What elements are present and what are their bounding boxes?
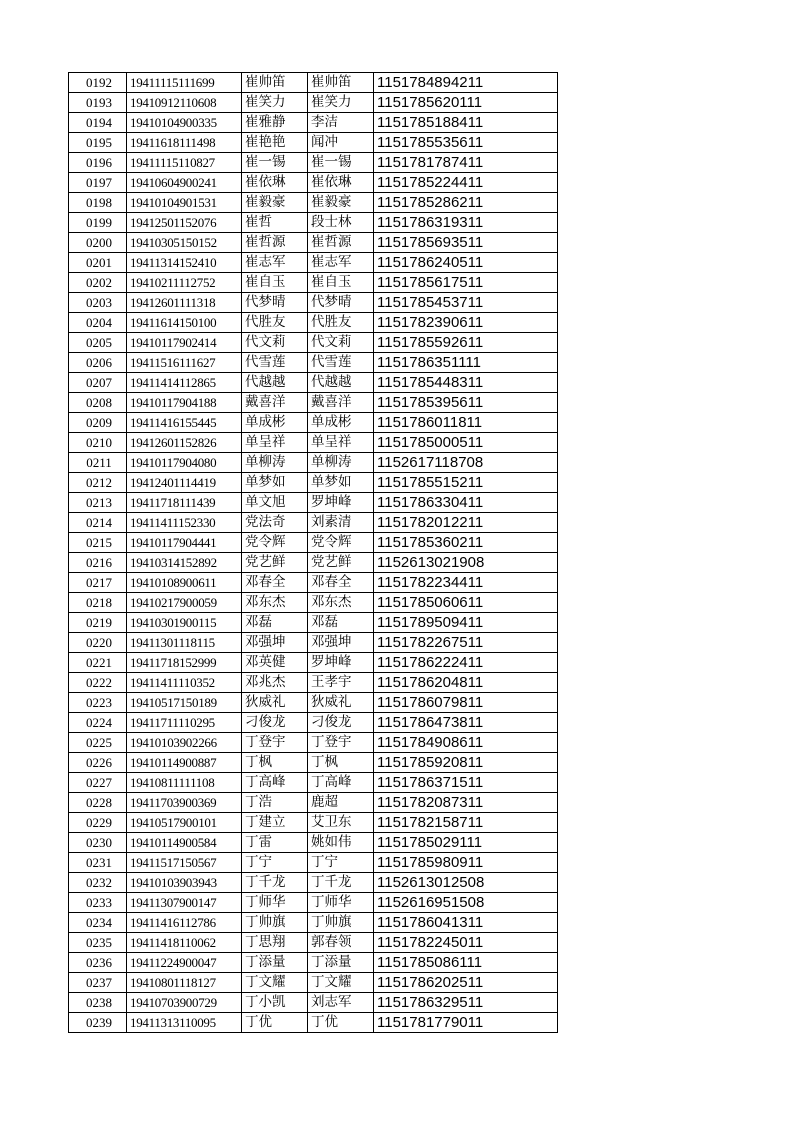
account-number-cell: 1151785592611 (374, 333, 558, 353)
account-holder-cell: 党艺鲜 (308, 553, 374, 573)
account-holder-cell: 丁优 (308, 1013, 374, 1033)
person-name-cell: 丁添量 (242, 953, 308, 973)
account-holder-cell: 崔毅豪 (308, 193, 374, 213)
account-number-cell: 1151786351111 (374, 353, 558, 373)
sequence-number-cell: 0221 (69, 653, 127, 673)
table-row (69, 573, 558, 593)
sequence-number-cell: 0236 (69, 953, 127, 973)
person-name-cell: 代越越 (242, 373, 308, 393)
table-row (69, 593, 558, 613)
table-row (69, 333, 558, 353)
id-number-cell: 19411414112865 (127, 373, 242, 393)
account-number-cell: 1152613012508 (374, 873, 558, 893)
person-name-cell: 丁建立 (242, 813, 308, 833)
id-number-cell: 19410117904188 (127, 393, 242, 413)
person-name-cell: 丁登宇 (242, 733, 308, 753)
sequence-number-cell: 0192 (69, 73, 127, 93)
account-holder-cell: 刁俊龙 (308, 713, 374, 733)
table-row (69, 413, 558, 433)
id-number-cell: 19411115111699 (127, 73, 242, 93)
id-number-cell: 19412601152826 (127, 433, 242, 453)
account-holder-cell: 李洁 (308, 113, 374, 133)
account-holder-cell: 刘志军 (308, 993, 374, 1013)
sequence-number-cell: 0207 (69, 373, 127, 393)
person-name-cell: 崔一锡 (242, 153, 308, 173)
sequence-number-cell: 0193 (69, 93, 127, 113)
account-holder-cell: 邓东杰 (308, 593, 374, 613)
id-number-cell: 19410117902414 (127, 333, 242, 353)
table-row (69, 473, 558, 493)
id-number-cell: 19410103902266 (127, 733, 242, 753)
table-row (69, 253, 558, 273)
account-number-cell: 1151782390611 (374, 313, 558, 333)
account-number-cell: 1151785448311 (374, 373, 558, 393)
table-row (69, 673, 558, 693)
person-name-cell: 丁文耀 (242, 973, 308, 993)
account-holder-cell: 段士林 (308, 213, 374, 233)
sequence-number-cell: 0198 (69, 193, 127, 213)
sequence-number-cell: 0237 (69, 973, 127, 993)
id-number-cell: 19411301118115 (127, 633, 242, 653)
account-number-cell: 1151785395611 (374, 393, 558, 413)
account-holder-cell: 丁千龙 (308, 873, 374, 893)
person-name-cell: 崔艳艳 (242, 133, 308, 153)
roster-table-body (69, 73, 558, 1033)
account-number-cell: 1151785693511 (374, 233, 558, 253)
id-number-cell: 19411718111439 (127, 493, 242, 513)
account-holder-cell: 丁师华 (308, 893, 374, 913)
account-number-cell: 1151786202511 (374, 973, 558, 993)
id-number-cell: 19410517900101 (127, 813, 242, 833)
sequence-number-cell: 0197 (69, 173, 127, 193)
table-row (69, 893, 558, 913)
account-number-cell: 1151781779011 (374, 1013, 558, 1033)
account-holder-cell: 代胜友 (308, 313, 374, 333)
person-name-cell: 戴喜洋 (242, 393, 308, 413)
account-holder-cell: 单成彬 (308, 413, 374, 433)
sequence-number-cell: 0229 (69, 813, 127, 833)
account-number-cell: 1151786041311 (374, 913, 558, 933)
id-number-cell: 19410117904441 (127, 533, 242, 553)
sequence-number-cell: 0211 (69, 453, 127, 473)
account-holder-cell: 戴喜洋 (308, 393, 374, 413)
table-row (69, 393, 558, 413)
person-name-cell: 代文莉 (242, 333, 308, 353)
id-number-cell: 19410517150189 (127, 693, 242, 713)
person-name-cell: 单文旭 (242, 493, 308, 513)
sequence-number-cell: 0230 (69, 833, 127, 853)
table-row (69, 233, 558, 253)
sequence-number-cell: 0227 (69, 773, 127, 793)
id-number-cell: 19410301900115 (127, 613, 242, 633)
table-row (69, 753, 558, 773)
account-number-cell: 1151786222411 (374, 653, 558, 673)
id-number-cell: 19410314152892 (127, 553, 242, 573)
sequence-number-cell: 0200 (69, 233, 127, 253)
account-number-cell: 1151785453711 (374, 293, 558, 313)
sequence-number-cell: 0220 (69, 633, 127, 653)
account-number-cell: 1151785980911 (374, 853, 558, 873)
sequence-number-cell: 0196 (69, 153, 127, 173)
sequence-number-cell: 0208 (69, 393, 127, 413)
table-row (69, 553, 558, 573)
id-number-cell: 19410117904080 (127, 453, 242, 473)
sequence-number-cell: 0205 (69, 333, 127, 353)
sequence-number-cell: 0233 (69, 893, 127, 913)
account-holder-cell: 丁添量 (308, 953, 374, 973)
sequence-number-cell: 0239 (69, 1013, 127, 1033)
account-number-cell: 1151785535611 (374, 133, 558, 153)
person-name-cell: 党法奇 (242, 513, 308, 533)
account-number-cell: 1151786079811 (374, 693, 558, 713)
id-number-cell: 19410912110608 (127, 93, 242, 113)
account-holder-cell: 代文莉 (308, 333, 374, 353)
account-number-cell: 1151785515211 (374, 473, 558, 493)
person-name-cell: 丁思翔 (242, 933, 308, 953)
person-name-cell: 代胜友 (242, 313, 308, 333)
account-holder-cell: 崔志军 (308, 253, 374, 273)
table-row (69, 853, 558, 873)
id-number-cell: 19410217900059 (127, 593, 242, 613)
table-row (69, 133, 558, 153)
account-holder-cell: 罗坤峰 (308, 653, 374, 673)
account-number-cell: 1152616951508 (374, 893, 558, 913)
account-holder-cell: 郭春领 (308, 933, 374, 953)
sequence-number-cell: 0209 (69, 413, 127, 433)
person-name-cell: 代雪莲 (242, 353, 308, 373)
person-name-cell: 邓兆杰 (242, 673, 308, 693)
id-number-cell: 19410604900241 (127, 173, 242, 193)
sequence-number-cell: 0201 (69, 253, 127, 273)
account-holder-cell: 王孝宇 (308, 673, 374, 693)
table-row (69, 193, 558, 213)
table-row (69, 713, 558, 733)
table-row (69, 973, 558, 993)
account-number-cell: 1151786240511 (374, 253, 558, 273)
id-number-cell: 19410114900887 (127, 753, 242, 773)
account-number-cell: 1151782012211 (374, 513, 558, 533)
person-name-cell: 丁高峰 (242, 773, 308, 793)
account-number-cell: 1151784908611 (374, 733, 558, 753)
sequence-number-cell: 0217 (69, 573, 127, 593)
id-number-cell: 19410108900611 (127, 573, 242, 593)
account-holder-cell: 姚如伟 (308, 833, 374, 853)
table-row (69, 353, 558, 373)
person-name-cell: 党令辉 (242, 533, 308, 553)
sequence-number-cell: 0223 (69, 693, 127, 713)
sequence-number-cell: 0216 (69, 553, 127, 573)
account-number-cell: 1151785086111 (374, 953, 558, 973)
table-row (69, 533, 558, 553)
table-row (69, 733, 558, 753)
person-name-cell: 丁枫 (242, 753, 308, 773)
id-number-cell: 19411718152999 (127, 653, 242, 673)
table-row (69, 273, 558, 293)
table-row (69, 513, 558, 533)
table-row (69, 73, 558, 93)
table-row (69, 953, 558, 973)
account-number-cell: 1151785060611 (374, 593, 558, 613)
account-number-cell: 1151782087311 (374, 793, 558, 813)
id-number-cell: 19411516111627 (127, 353, 242, 373)
person-name-cell: 代梦晴 (242, 293, 308, 313)
sequence-number-cell: 0228 (69, 793, 127, 813)
sequence-number-cell: 0224 (69, 713, 127, 733)
id-number-cell: 19411411152330 (127, 513, 242, 533)
account-holder-cell: 代梦晴 (308, 293, 374, 313)
id-number-cell: 19410103903943 (127, 873, 242, 893)
sequence-number-cell: 0231 (69, 853, 127, 873)
person-name-cell: 丁浩 (242, 793, 308, 813)
account-holder-cell: 邓磊 (308, 613, 374, 633)
account-number-cell: 1151785029111 (374, 833, 558, 853)
sequence-number-cell: 0213 (69, 493, 127, 513)
id-number-cell: 19411416112786 (127, 913, 242, 933)
account-number-cell: 1151785224411 (374, 173, 558, 193)
id-number-cell: 19411703900369 (127, 793, 242, 813)
account-holder-cell: 罗坤峰 (308, 493, 374, 513)
person-name-cell: 单成彬 (242, 413, 308, 433)
table-row (69, 153, 558, 173)
account-number-cell: 1151786473811 (374, 713, 558, 733)
account-holder-cell: 单梦如 (308, 473, 374, 493)
table-row (69, 373, 558, 393)
account-holder-cell: 丁文耀 (308, 973, 374, 993)
account-number-cell: 1151782245011 (374, 933, 558, 953)
id-number-cell: 19412401114419 (127, 473, 242, 493)
person-name-cell: 丁宁 (242, 853, 308, 873)
table-row (69, 313, 558, 333)
person-name-cell: 邓磊 (242, 613, 308, 633)
account-number-cell: 1151785000511 (374, 433, 558, 453)
id-number-cell: 19411411110352 (127, 673, 242, 693)
account-holder-cell: 邓春全 (308, 573, 374, 593)
sequence-number-cell: 0234 (69, 913, 127, 933)
sequence-number-cell: 0215 (69, 533, 127, 553)
person-name-cell: 邓春全 (242, 573, 308, 593)
account-holder-cell: 丁枫 (308, 753, 374, 773)
id-number-cell: 19411418110062 (127, 933, 242, 953)
person-name-cell: 刁俊龙 (242, 713, 308, 733)
table-row (69, 173, 558, 193)
sequence-number-cell: 0214 (69, 513, 127, 533)
account-number-cell: 1151785617511 (374, 273, 558, 293)
person-name-cell: 丁优 (242, 1013, 308, 1033)
person-name-cell: 丁千龙 (242, 873, 308, 893)
id-number-cell: 19411314152410 (127, 253, 242, 273)
account-holder-cell: 代雪莲 (308, 353, 374, 373)
table-row (69, 773, 558, 793)
account-holder-cell: 崔自玉 (308, 273, 374, 293)
sequence-number-cell: 0195 (69, 133, 127, 153)
id-number-cell: 19410305150152 (127, 233, 242, 253)
id-number-cell: 19411614150100 (127, 313, 242, 333)
sequence-number-cell: 0232 (69, 873, 127, 893)
person-name-cell: 党艺鲜 (242, 553, 308, 573)
id-number-cell: 19411416155445 (127, 413, 242, 433)
account-holder-cell: 丁宁 (308, 853, 374, 873)
account-holder-cell: 崔依琳 (308, 173, 374, 193)
account-holder-cell: 代越越 (308, 373, 374, 393)
account-holder-cell: 党令辉 (308, 533, 374, 553)
sequence-number-cell: 0222 (69, 673, 127, 693)
sequence-number-cell: 0194 (69, 113, 127, 133)
account-number-cell: 1152613021908 (374, 553, 558, 573)
table-row (69, 793, 558, 813)
person-name-cell: 崔依琳 (242, 173, 308, 193)
account-holder-cell: 刘素清 (308, 513, 374, 533)
person-name-cell: 崔雅静 (242, 113, 308, 133)
account-holder-cell: 邓强坤 (308, 633, 374, 653)
person-name-cell: 单呈祥 (242, 433, 308, 453)
account-holder-cell: 狄威礼 (308, 693, 374, 713)
id-number-cell: 19411224900047 (127, 953, 242, 973)
id-number-cell: 19412501152076 (127, 213, 242, 233)
id-number-cell: 19410104900335 (127, 113, 242, 133)
table-row (69, 813, 558, 833)
id-number-cell: 19410703900729 (127, 993, 242, 1013)
table-row (69, 833, 558, 853)
person-name-cell: 崔志军 (242, 253, 308, 273)
person-name-cell: 丁帅旗 (242, 913, 308, 933)
person-name-cell: 邓英健 (242, 653, 308, 673)
sequence-number-cell: 0219 (69, 613, 127, 633)
table-row (69, 633, 558, 653)
table-row (69, 213, 558, 233)
account-holder-cell: 单柳涛 (308, 453, 374, 473)
sequence-number-cell: 0204 (69, 313, 127, 333)
person-name-cell: 崔哲 (242, 213, 308, 233)
table-row (69, 993, 558, 1013)
account-number-cell: 1151789509411 (374, 613, 558, 633)
table-row (69, 293, 558, 313)
table-row (69, 453, 558, 473)
table-row (69, 613, 558, 633)
sequence-number-cell: 0225 (69, 733, 127, 753)
account-holder-cell: 丁登宇 (308, 733, 374, 753)
id-number-cell: 19412601111318 (127, 293, 242, 313)
table-row (69, 93, 558, 113)
person-name-cell: 邓东杰 (242, 593, 308, 613)
person-name-cell: 崔哲源 (242, 233, 308, 253)
person-name-cell: 邓强坤 (242, 633, 308, 653)
account-holder-cell: 丁帅旗 (308, 913, 374, 933)
account-number-cell: 1151781787411 (374, 153, 558, 173)
account-holder-cell: 鹿超 (308, 793, 374, 813)
person-name-cell: 崔帅笛 (242, 73, 308, 93)
id-number-cell: 19411307900147 (127, 893, 242, 913)
account-number-cell: 1151782267511 (374, 633, 558, 653)
person-name-cell: 丁师华 (242, 893, 308, 913)
account-number-cell: 1151785360211 (374, 533, 558, 553)
id-number-cell: 19410104901531 (127, 193, 242, 213)
id-number-cell: 19410801118127 (127, 973, 242, 993)
table-row (69, 113, 558, 133)
id-number-cell: 19411711110295 (127, 713, 242, 733)
person-name-cell: 单柳涛 (242, 453, 308, 473)
account-holder-cell: 闻冲 (308, 133, 374, 153)
account-holder-cell: 崔一锡 (308, 153, 374, 173)
sequence-number-cell: 0235 (69, 933, 127, 953)
account-number-cell: 1151782234411 (374, 573, 558, 593)
sequence-number-cell: 0226 (69, 753, 127, 773)
person-name-cell: 崔笑力 (242, 93, 308, 113)
sequence-number-cell: 0210 (69, 433, 127, 453)
table-row (69, 493, 558, 513)
table-row (69, 873, 558, 893)
account-number-cell: 1151782158711 (374, 813, 558, 833)
account-number-cell: 1151785286211 (374, 193, 558, 213)
sequence-number-cell: 0238 (69, 993, 127, 1013)
account-number-cell: 1151784894211 (374, 73, 558, 93)
account-number-cell: 1151786330411 (374, 493, 558, 513)
id-number-cell: 19410211112752 (127, 273, 242, 293)
account-number-cell: 1151785188411 (374, 113, 558, 133)
id-number-cell: 19411618111498 (127, 133, 242, 153)
id-number-cell: 19411115110827 (127, 153, 242, 173)
person-name-cell: 单梦如 (242, 473, 308, 493)
id-number-cell: 19411517150567 (127, 853, 242, 873)
account-holder-cell: 丁高峰 (308, 773, 374, 793)
person-name-cell: 丁小凯 (242, 993, 308, 1013)
table-row (69, 693, 558, 713)
sequence-number-cell: 0199 (69, 213, 127, 233)
account-number-cell: 1152617118708 (374, 453, 558, 473)
account-number-cell: 1151786329511 (374, 993, 558, 1013)
table-row (69, 1013, 558, 1033)
account-holder-cell: 单呈祥 (308, 433, 374, 453)
account-holder-cell: 艾卫东 (308, 813, 374, 833)
person-name-cell: 丁雷 (242, 833, 308, 853)
sequence-number-cell: 0202 (69, 273, 127, 293)
person-name-cell: 狄威礼 (242, 693, 308, 713)
account-number-cell: 1151785920811 (374, 753, 558, 773)
person-name-cell: 崔自玉 (242, 273, 308, 293)
id-number-cell: 19410811111108 (127, 773, 242, 793)
account-holder-cell: 崔哲源 (308, 233, 374, 253)
table-row (69, 933, 558, 953)
person-name-cell: 崔毅豪 (242, 193, 308, 213)
sequence-number-cell: 0206 (69, 353, 127, 373)
id-number-cell: 19411313110095 (127, 1013, 242, 1033)
account-number-cell: 1151786011811 (374, 413, 558, 433)
id-number-cell: 19410114900584 (127, 833, 242, 853)
sequence-number-cell: 0218 (69, 593, 127, 613)
table-row (69, 913, 558, 933)
table-row (69, 433, 558, 453)
account-number-cell: 1151785620111 (374, 93, 558, 113)
sequence-number-cell: 0212 (69, 473, 127, 493)
account-number-cell: 1151786319311 (374, 213, 558, 233)
table-row (69, 653, 558, 673)
roster-table (68, 72, 558, 1033)
account-holder-cell: 崔笑力 (308, 93, 374, 113)
account-number-cell: 1151786204811 (374, 673, 558, 693)
sequence-number-cell: 0203 (69, 293, 127, 313)
account-holder-cell: 崔帅笛 (308, 73, 374, 93)
account-number-cell: 1151786371511 (374, 773, 558, 793)
